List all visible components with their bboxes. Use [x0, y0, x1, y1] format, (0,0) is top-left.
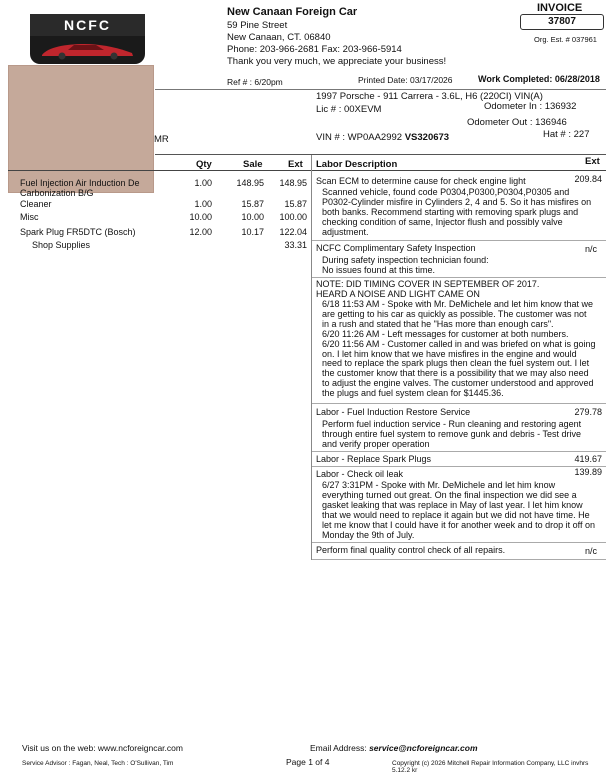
part-name: Cleaner [20, 199, 52, 209]
part-ext: 100.00 [279, 212, 307, 222]
column-divider [311, 155, 312, 560]
labor-title: Labor - Check oil leak [316, 469, 404, 479]
shop-logo [30, 14, 145, 64]
part-qty: 1.00 [194, 199, 212, 209]
labor-price: 139.89 [574, 467, 602, 477]
part-ext: 122.04 [279, 227, 307, 237]
labor-notes: Perform fuel induction service - Run cleaning and restoring agent through entire fuel system to remove gunk and debris - Test drive and verify proper operation [322, 419, 582, 449]
part-ext: 148.95 [279, 178, 307, 188]
labor-divider [312, 542, 606, 543]
part-sale: 148.95 [236, 178, 264, 188]
divider [155, 89, 606, 90]
invoice-number: 37807 [520, 14, 604, 30]
vin [316, 132, 449, 143]
website-text: Visit us on the web: www.ncforeigncar.com [22, 743, 183, 753]
labor-title: Perform final quality control check of all repairs. [316, 545, 506, 555]
printed-date: Printed Date: 03/17/2026 [358, 75, 453, 85]
thank-you-note: Thank you very much, we appreciate your business! [227, 56, 447, 67]
sale-header: Sale [243, 159, 263, 170]
labor-notes: 6/18 11:53 AM - Spoke with Mr. DeMichele and let him know that we are getting to his car as quickly as possible. The customer was not in a rush and stated that he "Has more than enough cars". 6/20 11:26 AM - Left messages for customer at both numbers. 6/20 11:56 AM - Customer called in and was briefed on what is going on. I let him know that we have misfires in the engine and would need to replace the spark plugs then clean the fuel system out. I let the customer know that there is a possibility that we may also need to adjust the engine valves. The customer understood and approved the plugs and fuel system clean for $1445.36. [322, 299, 596, 399]
part-name: Spark Plug FR5DTC (Bosch) [20, 227, 136, 237]
labor-desc-header: Labor Description [316, 159, 398, 170]
labor-title: Scan ECM to determine cause for check engine light [316, 176, 526, 186]
ref-number: Ref # : 6/20pm [227, 77, 283, 87]
labor-title: Labor - Fuel Induction Restore Service [316, 407, 471, 417]
invoice-label: INVOICE [537, 2, 583, 14]
labor-divider [312, 559, 606, 560]
part-qty: 1.00 [194, 178, 212, 188]
labor-price: 419.67 [574, 454, 602, 464]
service-advisor: Service Advisor : Fagan, Neal, Tech : O'Sullivan, Tim [22, 760, 174, 767]
customer-suffix: MR [154, 134, 169, 145]
table-top-rule [155, 154, 606, 155]
ext-header: Ext [288, 159, 303, 170]
email-address[interactable]: service@ncforeigncar.com [369, 743, 478, 753]
license-plate: Lic # : 00XEVM [316, 104, 382, 115]
shop-phone: Phone: 203-966-2681 Fax: 203-966-5914 [227, 44, 402, 55]
vehicle-description: 1997 Porsche - 911 Carrera - 3.6L, H6 (220CI) VIN(A) [316, 91, 543, 102]
labor-divider [312, 277, 606, 278]
part-ext: 15.87 [284, 199, 307, 209]
shop-name: New Canaan Foreign Car [227, 6, 358, 18]
qty-header: Qty [196, 159, 212, 170]
hat-number: Hat # : 227 [543, 129, 590, 140]
part-qty: 10.00 [189, 212, 212, 222]
part-sale: 10.00 [241, 212, 264, 222]
labor-notes: During safety inspection technician found: No issues found at this time. [322, 255, 489, 275]
work-completed: Work Completed: 06/28/2018 [478, 74, 600, 84]
copyright: Copyright (c) 2026 Mitchell Repair Information Company, LLC invhrs 5.12.2 kr [392, 760, 589, 774]
page-number: Page 1 of 4 [286, 757, 330, 767]
odometer-out: Odometer Out : 136946 [467, 117, 567, 128]
labor-price: 279.78 [574, 407, 602, 417]
shop-address-1: 59 Pine Street [227, 20, 288, 31]
labor-title: NCFC Complimentary Safety Inspection [316, 243, 476, 253]
logo-text: NCFC [64, 17, 111, 33]
org-estimate: Org. Est. # 037961 [534, 35, 597, 44]
email-line [310, 743, 478, 753]
labor-divider [312, 403, 606, 404]
shop-address-2: New Canaan, CT. 06840 [227, 32, 331, 43]
part-name: Misc [20, 212, 39, 222]
labor-title: Labor - Replace Spark Plugs [316, 454, 432, 464]
labor-notes: 6/27 3:31PM - Spoke with Mr. DeMichele and let him know everything turned out great. On the final inspection we did see a gasket leaking that was replace in May of last year. I let him know that we would need to replace it again but we did not have time. He let me know that I could have it for another week and to drop it off on Monday the 9th of July. [322, 480, 595, 540]
vin-bold: VS320673 [404, 132, 450, 143]
part-sale: 10.17 [241, 227, 264, 237]
labor-price: n/c [584, 546, 597, 556]
labor-ext-header: Ext [585, 156, 600, 167]
labor-notes: Scanned vehicle, found code P0304,P0300,P0304,P0305 and P0302-Cylinder misfire in Cylinders 2, 4 and 5. So it has misfires on both banks. Recommend starting with removing spark plugs and checking condition of same, Injector flush and possibly valve adjustment. [322, 187, 592, 237]
vin-label: VIN # : WP0AA2992 [316, 132, 403, 143]
labor-divider [312, 240, 606, 241]
part-sale: 15.87 [241, 199, 264, 209]
part-name: Shop Supplies [32, 240, 91, 250]
labor-divider [312, 451, 606, 452]
labor-title: NOTE: DID TIMING COVER IN SEPTEMBER OF 2017. HEARD A NOISE AND LIGHT CAME ON [316, 279, 540, 299]
redacted-customer-block [8, 65, 154, 193]
odometer-in: Odometer In : 136932 [484, 101, 577, 112]
part-ext: 33.31 [284, 240, 307, 250]
part-qty: 12.00 [189, 227, 212, 237]
labor-price: 209.84 [574, 174, 602, 184]
labor-price: n/c [584, 244, 597, 254]
email-label: Email Address: [310, 743, 370, 753]
table-header-rule [8, 170, 606, 171]
car-icon [38, 38, 137, 60]
part-name: Fuel Injection Air Induction De Carbonization B/G [20, 178, 140, 198]
